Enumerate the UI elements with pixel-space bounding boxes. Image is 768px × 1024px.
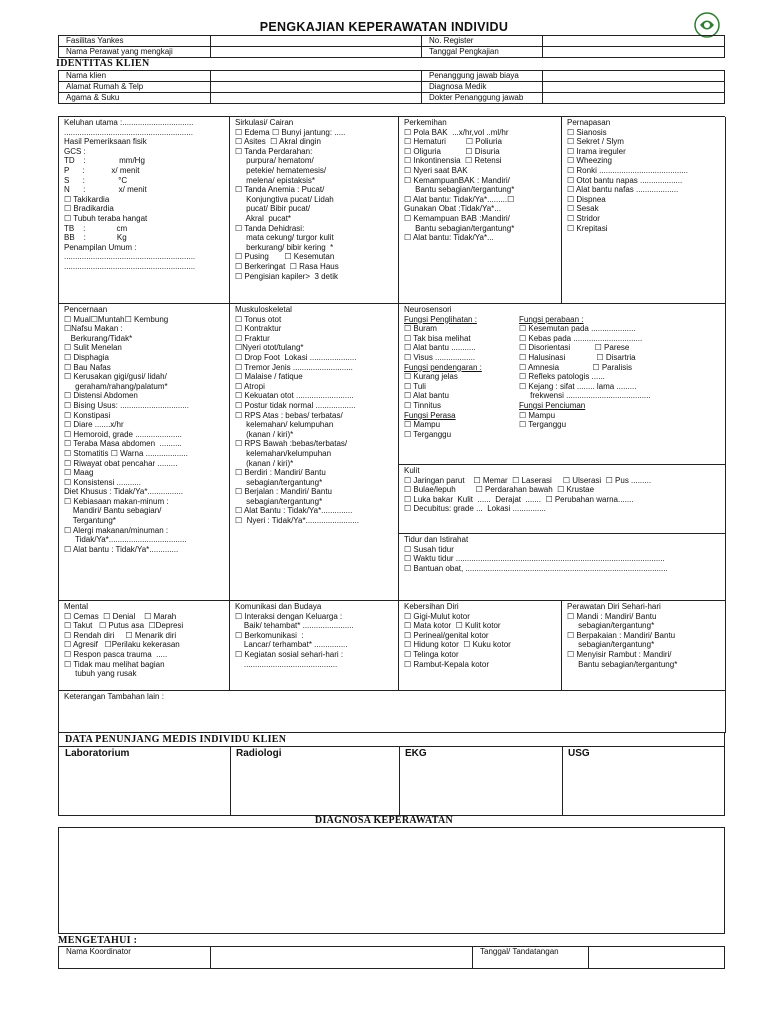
neuro-right-item[interactable]: ☐ Disorientasi ☐ Parese [519, 343, 630, 353]
neuro-right-item[interactable]: ☐ Amnesia ☐ Paralisis [519, 362, 633, 372]
neuro-right-item[interactable]: ☐ Kejang : sifat ........ lama ......... [519, 381, 637, 391]
form-line[interactable]: ☐ Sulit Menelan [64, 343, 122, 353]
form-line[interactable]: ☐ Berkeringat ☐ Rasa Haus [235, 261, 339, 271]
form-line[interactable]: Berkurang/Tidak* [64, 333, 133, 343]
section-heading: Pernapasan [567, 118, 611, 127]
form-line[interactable]: ☐ Alergi makanan/minuman : [64, 525, 169, 535]
form-line[interactable]: ☐ Tanda Perdarahan: [235, 146, 313, 156]
form-line[interactable]: ☐ Kegiatan sosial sehari-hari : [235, 649, 344, 659]
form-line[interactable]: ☐ Diare .......x/hr [64, 420, 124, 430]
field-value[interactable] [543, 36, 725, 47]
form-line[interactable]: sebagian/tergantung* [567, 640, 655, 650]
form-line [404, 334, 725, 344]
field-label: Agama & Suku [59, 93, 211, 104]
form-line[interactable]: berkurang/ bibir kering * [235, 242, 334, 252]
form-line[interactable]: ☐ Teraba Masa abdomen .......... [64, 439, 182, 449]
form-line[interactable]: ☐ Tanda Anemia : Pucat/ [235, 185, 325, 195]
form-line[interactable]: ☐ Luka bakar Kulit ...... Derajat ....... ☐ Perubahan warna....... [404, 494, 634, 504]
form-line[interactable]: ☐ Oliguria ☐ Disuria [404, 146, 500, 156]
field-value[interactable] [211, 93, 422, 104]
form-line[interactable]: ☐ Stomatitis ☐ Warna ................... [64, 448, 188, 458]
tanggal-label: Tanggal/ Tandatangan [473, 947, 589, 969]
form-line[interactable]: ☐ Kekuatan otot .......................... [235, 391, 354, 401]
assessment-grid [58, 116, 725, 732]
form-line[interactable]: ........................................................... [64, 261, 196, 271]
form-line[interactable]: ☐ Menyisir Rambut : Mandiri/ [567, 649, 672, 659]
form-line[interactable]: Gunakan Obat :Tidak/Ya*... [404, 204, 501, 214]
section-heading: Perkemihan [404, 118, 447, 127]
form-line[interactable]: ☐ Krepitasi [567, 223, 608, 233]
form-line[interactable]: pucat/ Bibir pucat/ [235, 204, 311, 214]
keterangan-label: Keterangan Tambahan lain : [64, 692, 164, 701]
form-line[interactable]: ☐ Tanda Dehidrasi: [235, 223, 305, 233]
mental-cell[interactable] [59, 601, 230, 691]
field-value[interactable] [211, 71, 422, 82]
table-row [59, 947, 725, 969]
form-line[interactable]: Diet Khusus : Tidak/Ya*................ [64, 487, 184, 497]
neuro-left-item[interactable]: ☐ Kurang jelas [404, 372, 458, 382]
form-line[interactable]: ☐ Bradikardia [64, 204, 114, 214]
form-line[interactable]: purpura/ hematom/ [235, 156, 314, 166]
mengetahui-table [58, 946, 725, 969]
neuro-left-item[interactable]: ☐ Visus .................. [404, 352, 476, 362]
tanggal-field[interactable] [589, 947, 725, 969]
koordinator-label: Nama Koordinator [59, 947, 211, 969]
field-label: Tanggal Pengkajian [422, 47, 543, 58]
form-line[interactable]: ☐ Irama ireguler [567, 146, 626, 156]
form-line[interactable]: ☐ Dispnea [567, 194, 606, 204]
form-line[interactable]: ☐ Distensi Abdomen [64, 391, 138, 401]
field-label: Nama Perawat yang mengkaji [59, 47, 211, 58]
form-line [404, 391, 725, 401]
form-line[interactable]: ☐ Mata kotor ☐ Kulit kotor [404, 621, 501, 631]
keluhan-cell[interactable] [59, 117, 230, 304]
form-line[interactable]: ☐ Konsistensi ........... [64, 477, 141, 487]
form-line[interactable]: ☐ Fraktur [235, 333, 270, 343]
form-line[interactable]: ☐ Telinga kotor [404, 649, 459, 659]
form-line[interactable]: S : °C [64, 175, 128, 185]
neuro-right-item[interactable]: ☐ Mampu [519, 410, 556, 420]
section-heading [404, 305, 725, 315]
form-line[interactable]: ☐ Alat Bantu : Tidak/Ya*.............. [235, 506, 353, 516]
table-row [59, 71, 725, 82]
neuro-left-item[interactable]: Fungsi Penglihatan : [404, 314, 477, 324]
form-line[interactable]: P : x/ menit [64, 165, 140, 175]
form-line[interactable]: ☐ Alat bantu : Tidak/Ya*............. [64, 544, 179, 554]
diagnosa-box[interactable] [58, 827, 725, 934]
form-line[interactable]: ☐ Nyeri saat BAK [404, 165, 468, 175]
section-heading: Perawatan Diri Sehari-hari [567, 602, 661, 611]
form-line[interactable]: ☐ Malaise / fatique [235, 372, 303, 382]
section-heading: Mental [64, 602, 89, 611]
perkemihan-cell[interactable] [399, 117, 562, 304]
form-line[interactable]: ☐ Kerusakan gigi/gusi/ lidah/ [64, 372, 167, 382]
form-line[interactable]: ☐ Agresif ☐Perilaku kekerasan [64, 640, 180, 650]
section-heading: Komunikasi dan Budaya [235, 602, 322, 611]
form-line[interactable]: Akral pucat* [235, 213, 292, 223]
form-line[interactable]: N : x/ menit [64, 185, 147, 195]
form-line [404, 382, 725, 392]
form-line[interactable]: ☐ Pola BAK ...x/hr,vol ..ml/hr [404, 127, 509, 137]
keterangan-cell[interactable] [59, 691, 726, 733]
form-line[interactable]: ☐ Riwayat obat pencahar ......... [64, 458, 178, 468]
neuro-right-item[interactable]: ☐ Kesemutan pada .................... [519, 324, 636, 334]
lab-column-label: Laboratorium [65, 748, 130, 759]
form-line[interactable]: ☐ Disphagia [64, 352, 109, 362]
field-value[interactable] [543, 47, 725, 58]
kulit-cell[interactable] [399, 465, 726, 534]
form-line[interactable]: Konjungtiva pucat/ Lidah [235, 194, 334, 204]
section-heading: Muskuloskeletal [235, 305, 292, 314]
penunjang-box [58, 732, 725, 816]
form-line[interactable]: ☐ Tubuh teraba hangat [64, 213, 148, 223]
koordinator-field[interactable] [211, 947, 473, 969]
form-line[interactable]: tubuh yang rusak [64, 669, 137, 679]
neuro-right-item[interactable]: Fungsi perabaan : [519, 314, 584, 324]
form-line[interactable]: ☐ Kemampuan BAB :Mandiri/ [404, 213, 510, 223]
form-line[interactable]: ☐ Edema ☐ Bunyi jantung: ..... [235, 127, 346, 137]
form-line [404, 372, 725, 382]
section-heading: Pencernaan [64, 305, 108, 314]
neuro-right-item[interactable]: frekwensi ...................................... [519, 391, 651, 401]
form-line[interactable]: (kanan / kiri)* [235, 458, 294, 468]
neuro-left-item: Neurosensori [404, 305, 452, 314]
form-line[interactable]: ☐ Jaringan parut ☐ Memar ☐ Laserasi ☐ Ulserasi ☐ Pus ......... [404, 475, 652, 485]
neuro-left-item[interactable]: ☐ Buram [404, 324, 437, 334]
form-line[interactable]: ☐ Maag [64, 468, 94, 478]
form-line[interactable]: .......................................................... [64, 127, 193, 137]
form-line[interactable]: kelemahan/ kelumpuhan [235, 420, 334, 430]
table-row [59, 36, 725, 47]
form-line[interactable]: ☐ KemampuanBAK : Mandiri/ [404, 175, 510, 185]
form-line[interactable]: ☐ Bau Nafas [64, 362, 111, 372]
komunikasi-cell[interactable] [230, 601, 399, 691]
field-label: Alamat Rumah & Telp [59, 82, 211, 93]
identitas-table [58, 70, 725, 104]
form-title: PENGKAJIAN KEPERAWATAN INDIVIDU [259, 20, 509, 34]
form-line[interactable]: ☐ Kebiasaan makan-minum : [64, 496, 169, 506]
tidur-cell[interactable] [399, 534, 726, 601]
form-line[interactable]: ☐ Alat bantu nafas ................... [567, 185, 679, 195]
neuro-left-item[interactable]: ☐ Terganggu [404, 429, 452, 439]
field-value[interactable] [211, 36, 422, 47]
field-value[interactable] [543, 71, 725, 82]
ekg-column-label: EKG [405, 748, 427, 759]
usg-column-label: USG [568, 748, 590, 759]
form-line[interactable]: ☐ Takut ☐ Putus asa ☐Depresi [64, 621, 184, 631]
form-line[interactable]: kelemahan/kelumpuhan [235, 448, 332, 458]
sirkulasi-cell[interactable] [230, 117, 399, 304]
field-label: Penanggung jawab biaya [422, 71, 543, 82]
form-line[interactable]: ☐Nafsu Makan : [64, 324, 123, 334]
form-line[interactable]: ☐ Decubitus: grade ... Lokasi ............... [404, 504, 546, 514]
neuro-left-item[interactable]: ☐ Alat bantu [404, 391, 449, 401]
form-line [404, 315, 725, 325]
diagnosa-heading: DIAGNOSA KEPERAWATAN [314, 815, 454, 826]
form-line[interactable]: ☐ Sianosis [567, 127, 607, 137]
form-line[interactable]: geraham/rahang/palatum* [64, 381, 168, 391]
section-heading: Kebersihan Diri [404, 602, 459, 611]
field-label: Nama klien [59, 71, 211, 82]
form-line [404, 353, 725, 363]
form-line[interactable]: sebagian/tergantung* [567, 621, 655, 631]
pernapasan-cell[interactable] [562, 117, 726, 304]
neuro-left-item[interactable]: ☐ Tinnitus [404, 400, 441, 410]
form-line[interactable]: ☐ Stridor [567, 213, 600, 223]
form-line[interactable]: ☐ Respon pasca trauma ..... [64, 649, 168, 659]
neuro-left-item[interactable]: ☐ Alat bantu ........... [404, 343, 476, 353]
form-line[interactable]: ☐ Kontraktur [235, 324, 282, 334]
neuro-left-item[interactable]: ☐ Mampu [404, 420, 441, 430]
form-line[interactable]: TD : mm/Hg [64, 156, 145, 166]
form-line[interactable]: Tidak/Ya*................................... [64, 535, 187, 545]
form-line[interactable]: ☐Nyeri otot/tulang* [235, 343, 304, 353]
form-line[interactable]: ☐ Bantuan obat, ........................................................................................... [404, 563, 668, 573]
neuro-right-item[interactable]: ☐ Refleks patologis ...... [519, 372, 605, 382]
form-line[interactable]: ☐ Atropi [235, 381, 265, 391]
section-heading: Sirkulasi/ Cairan [235, 118, 294, 127]
field-label: Fasilitas Yankes [59, 36, 211, 47]
muskuloskeletal-cell[interactable] [230, 304, 399, 601]
form-line[interactable]: ☐ Postur tidak normal .................. [235, 400, 356, 410]
form-line[interactable]: ☐ Pengisian kapiler> 3 detik [235, 271, 339, 281]
form-line[interactable]: ☐ Sekret / Slym [567, 137, 624, 147]
form-line[interactable]: mata cekung/ turgor kulit [235, 233, 334, 243]
form-line[interactable]: ☐ Rendah diri ☐ Menarik diri [64, 630, 177, 640]
form-line[interactable]: sebagian/tergantung* [235, 477, 323, 487]
form-line[interactable]: ☐ Gigi-Mulut kotor [404, 611, 470, 621]
form-line[interactable]: ☐ Konstipasi [64, 410, 111, 420]
penunjang-heading: DATA PENUNJANG MEDIS INDIVIDU KLIEN [65, 734, 287, 745]
neurosensori-cell[interactable] [399, 304, 726, 465]
form-line[interactable]: TB : cm [64, 223, 128, 233]
form-line [404, 343, 725, 353]
form-line[interactable]: ☐ Asites ☐ Akral dingin [235, 137, 321, 147]
form-line[interactable]: ☐ Cemas ☐ Denial ☐ Marah [64, 611, 177, 621]
field-value[interactable] [543, 82, 725, 93]
mengetahui-heading: MENGETAHUI : [58, 935, 138, 946]
form-line[interactable]: ☐ Hidung kotor ☐ Kuku kotor [404, 640, 511, 650]
form-line[interactable]: ☐ Berpakaian : Mandiri/ Bantu [567, 630, 676, 640]
field-value[interactable] [211, 82, 422, 93]
form-line[interactable]: ☐ Otot bantu napas ................... [567, 175, 683, 185]
pencernaan-cell[interactable] [59, 304, 230, 601]
table-row [59, 93, 725, 104]
neuro-right-item[interactable]: ☐ Halusinasi ☐ Disartria [519, 352, 636, 362]
identitas-heading: IDENTITAS KLIEN [56, 58, 150, 69]
form-line[interactable]: ☐ Sesak [567, 204, 599, 214]
form-line[interactable]: ........................................................... [64, 252, 196, 262]
form-line[interactable]: ☐ Bising Usus: ............................... [64, 400, 189, 410]
form-line[interactable]: (kanan / kiri)* [235, 429, 294, 439]
form-line[interactable]: ☐ RPS Bawah :bebas/terbatas/ [235, 439, 348, 449]
section-heading: Tidur dan Istirahat [404, 535, 469, 544]
field-label: No. Register [422, 36, 543, 47]
table-row [59, 47, 725, 58]
form-line [404, 363, 725, 373]
form-line[interactable]: ☐ Perineal/genital kotor [404, 630, 489, 640]
form-line[interactable]: ☐ Hemoroid, grade ..................... [64, 429, 182, 439]
kebersihan-cell[interactable] [399, 601, 562, 691]
form-line[interactable]: Bantu sebagian/tergantung* [404, 223, 515, 233]
form-line[interactable]: Hasil Pemeriksaan fisik [64, 137, 147, 147]
section-heading: Keluhan utama :................................ [64, 118, 194, 127]
form-line[interactable]: ☐ Interaksi dengan Keluarga : [235, 611, 343, 621]
field-value[interactable] [543, 93, 725, 104]
form-line[interactable]: ☐ Drop Foot Lokasi ..................... [235, 352, 357, 362]
form-line[interactable]: ☐ Alat bantu: Tidak/Ya*.........☐ [404, 194, 515, 204]
form-line[interactable]: ☐ Hematuri ☐ Poliuria [404, 137, 502, 147]
neuro-right-item[interactable]: ☐ Terganggu [519, 420, 567, 430]
neuro-left-item[interactable]: ☐ Tak bisa melihat [404, 333, 471, 343]
form-line[interactable]: ☐ Berjalan : Mandiri/ Bantu [235, 487, 332, 497]
form-line[interactable]: ☐ Susah tidur [404, 544, 454, 554]
field-label: Dokter Penanggung jawab [422, 93, 543, 104]
form-line [404, 401, 725, 411]
table-row [59, 82, 725, 93]
form-line[interactable]: GCS : [64, 146, 86, 156]
neuro-right-item[interactable]: Fungsi Penciuman [519, 400, 586, 410]
neuro-left-item[interactable]: Fungsi Perasa [404, 410, 456, 420]
form-line [404, 420, 725, 430]
field-label: Diagnosa Medik [422, 82, 543, 93]
neuro-right-item[interactable]: ☐ Kebas pada ............................... [519, 333, 643, 343]
form-line[interactable]: ☐ Tremor Jenis ........................... [235, 362, 353, 372]
form-line[interactable]: ☐ Nyeri : Tidak/Ya*........................ [235, 516, 359, 526]
form-line[interactable]: petekie/ hematemesis/ [235, 165, 327, 175]
form-line[interactable]: ☐ RPS Atas : bebas/ terbatas/ [235, 410, 343, 420]
form-line[interactable]: ☐ Wheezing [567, 156, 612, 166]
form-line[interactable]: ☐ Tonus otot [235, 314, 282, 324]
field-value[interactable] [211, 47, 422, 58]
form-line[interactable]: Mandiri/ Bantu sebagian/ [64, 506, 162, 516]
form-line[interactable]: ☐ Bulae/lepuh ☐ Perdarahan bawah ☐ Krustae [404, 485, 595, 495]
neuro-left-item[interactable]: ☐ Tuli [404, 381, 426, 391]
header-info-table [58, 35, 725, 58]
form-line[interactable]: ☐ Rambut-Kepala kotor [404, 659, 489, 669]
form-line[interactable]: ☐ Pusing ☐ Kesemutan [235, 252, 335, 262]
form-line [404, 324, 725, 334]
form-line[interactable]: Bantu sebagian/tergantung* [567, 659, 678, 669]
form-line[interactable]: sebagian/tergantung* [235, 496, 323, 506]
form-line[interactable]: ☐ Alat bantu: Tidak/Ya*... [404, 233, 494, 243]
form-line[interactable]: ☐ Takikardia [64, 194, 110, 204]
form-line[interactable]: ☐ Berdiri : Mandiri/ Bantu [235, 468, 326, 478]
form-line[interactable]: ☐ Mandi : Mandiri/ Bantu [567, 611, 657, 621]
form-line[interactable]: ☐ Ronki ........................................ [567, 165, 688, 175]
form-line[interactable]: ☐ Berkomunikasi : [235, 630, 304, 640]
radiologi-column-label: Radiologi [236, 748, 282, 759]
form-line[interactable]: Bantu sebagian/tergantung* [404, 185, 515, 195]
form-line[interactable]: Penampilan Umum : [64, 242, 137, 252]
section-heading: Kulit [404, 466, 420, 475]
form-line[interactable]: melena/ epistaksis* [235, 175, 316, 185]
form-line[interactable]: ☐ Mual☐Muntah☐ Kembung [64, 314, 169, 324]
form-line[interactable]: .......................................... [235, 659, 338, 669]
neuro-left-item[interactable]: Fungsi pendengaran : [404, 362, 482, 372]
perawatan-cell[interactable] [562, 601, 726, 691]
form-line[interactable]: ☐ Inkontinensia ☐ Retensi [404, 156, 502, 166]
form-line[interactable]: Baik/ tehambat* ....................... [235, 621, 354, 631]
form-line [404, 430, 725, 440]
form-line[interactable]: ☐ Waktu tidur .............................................................................................. [404, 554, 665, 564]
form-line [404, 411, 725, 421]
form-line[interactable]: BB : Kg [64, 233, 127, 243]
form-line[interactable]: Lancar/ terhambat* ............... [235, 640, 348, 650]
form-line[interactable]: ☐ Tidak mau melihat bagian [64, 659, 165, 669]
form-line[interactable]: Tergantung* [64, 516, 116, 526]
